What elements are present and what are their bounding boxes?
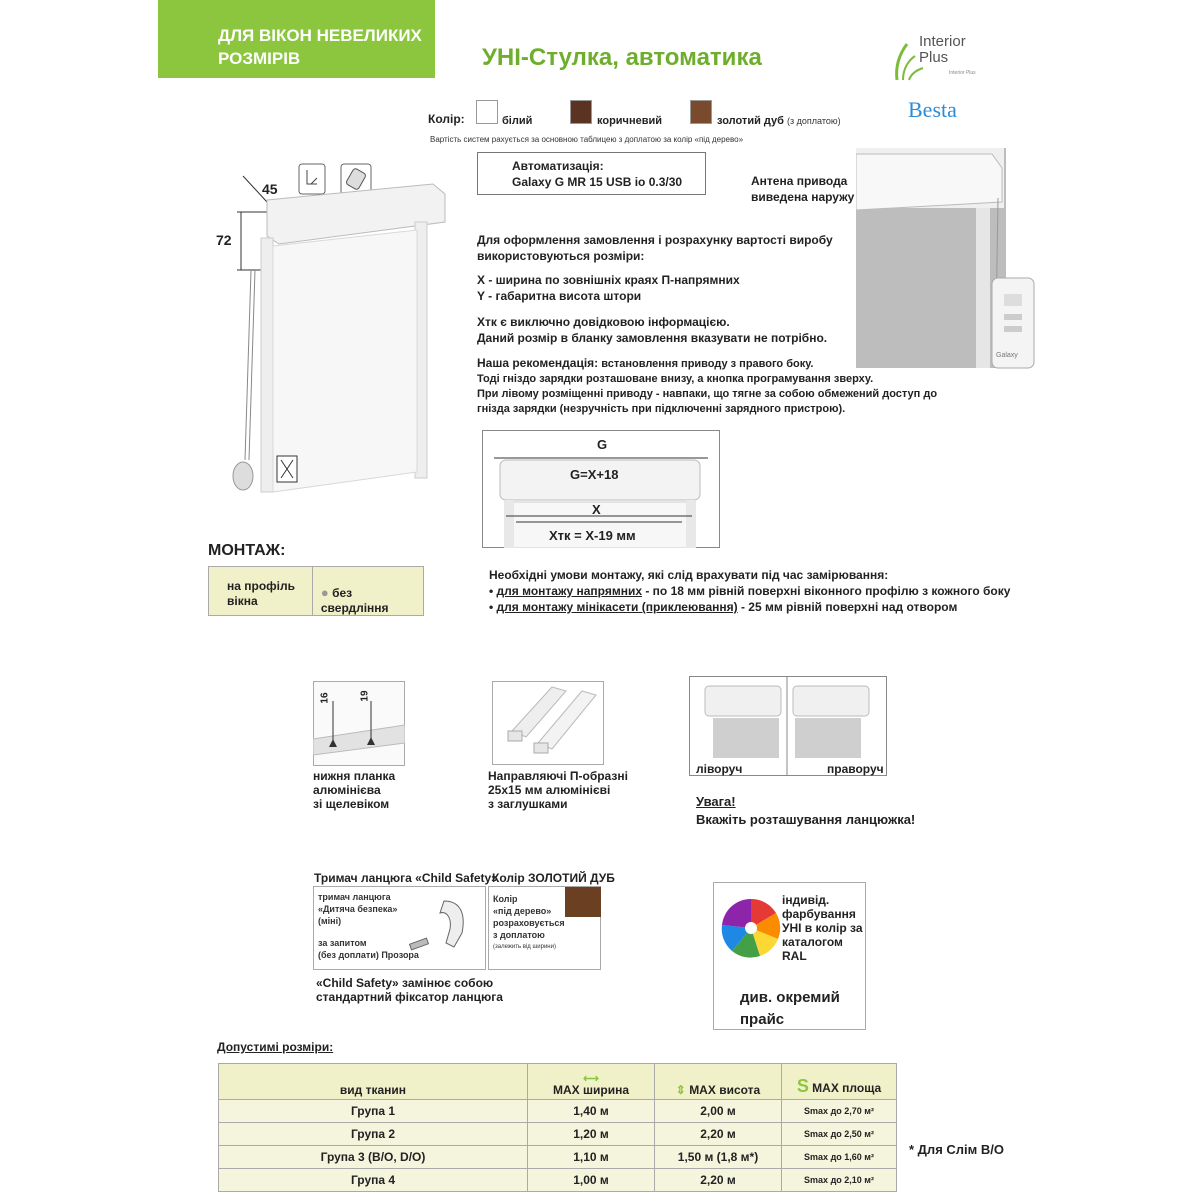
gold-oak-swatch — [565, 887, 601, 917]
color-name-white: білий — [502, 115, 533, 127]
col-fabric: вид тканин — [219, 1064, 528, 1100]
besta-logo: Besta — [908, 97, 957, 122]
gold-oak-box — [488, 886, 601, 970]
recommendation-label: Наша рекомендація: — [477, 356, 599, 370]
dim-height: 72 — [216, 232, 232, 248]
antenna-photo — [856, 148, 1036, 370]
price-note: Вартість систем рахується за основною таблицею з доплатою за колір «під дерево» — [430, 135, 744, 144]
remote-brand: Galaxy — [996, 352, 1018, 359]
header-banner — [158, 0, 435, 78]
gold-oak-desc: Колір «під дерево» розраховується з доплатою (залежить від ширини) — [493, 894, 565, 950]
dim-g: G — [597, 437, 608, 452]
guides-caption: Направляючі П-образні 25x15 мм алюмінієві з заглушками — [488, 769, 628, 811]
swatch-brown — [570, 100, 592, 124]
chain-side-illustration — [689, 676, 887, 776]
dim-16: 16 — [319, 692, 331, 704]
bullet-icon: ● — [320, 585, 329, 600]
automation-box — [477, 152, 706, 195]
warning-title: Увага! — [696, 794, 736, 809]
ral-text: індивід. фарбування УНІ в колір за каталогом RAL — [782, 893, 863, 963]
banner-line-2: РОЗМІРІВ — [218, 49, 301, 68]
child-safety-title: Тримач ланцюга «Child Safety» — [314, 871, 498, 885]
gold-oak-title: Колір ЗОЛОТИЙ ДУБ — [492, 871, 615, 885]
table-row: Група 3 (B/O, D/O) 1,10 м 1,50 м (1,8 м*) Smax до 1,60 м² — [219, 1146, 897, 1169]
mount-conditions: Необхідні умови монтажу, які слід врахувати під час замірювання: • для монтажу напрямних - по 18 мм рівній поверхні віконного профілю з кожного боку • для монтажу мінікасети (приклеювання) - 25 мм рівній поверхні над отвором — [489, 568, 1011, 614]
mount-heading: МОНТАЖ: — [208, 542, 286, 559]
chain-holder-icon — [406, 893, 482, 963]
mount-col-profile: на профіль вікна — [209, 567, 313, 615]
dim-g-formula: G=X+18 — [570, 467, 619, 482]
area-icon: S — [796, 1076, 809, 1096]
dim-x: X — [592, 502, 601, 517]
dim-x-formula: Xтк = X-19 мм — [549, 528, 636, 543]
table-row: Група 1 1,40 м 2,00 м Smax до 2,70 м² — [219, 1100, 897, 1123]
product-illustration — [215, 160, 460, 505]
swatch-gold-oak — [690, 100, 712, 124]
slim-note: * Для Слім B/O — [909, 1142, 1004, 1157]
guides-illustration — [492, 681, 604, 765]
interior-plus-logo — [893, 34, 993, 84]
automation-title: Автоматизація: — [512, 159, 604, 173]
banner-line-1: ДЛЯ ВІКОН НЕВЕЛИКИХ — [218, 26, 422, 45]
color-name-brown: коричневий — [597, 115, 662, 127]
color-label: Колір: — [428, 112, 465, 126]
page-title: УНІ-Стулка, автоматика — [482, 44, 762, 71]
ral-price-note: див. окремий прайс — [740, 989, 840, 1028]
color-name-gold-oak: золотий дуб (з доплатою) — [717, 115, 841, 127]
child-safety-desc: тримач ланцюга «Дитяча безпека» (міні) за запитом (без доплати) Прозора — [318, 892, 419, 960]
antenna-caption: Антена привода виведена наружу — [751, 174, 855, 204]
mount-table — [208, 566, 424, 616]
col-max-height: ⇕ MAX висота — [655, 1064, 782, 1100]
table-row: Група 4 1,00 м 2,20 м Smax до 2,10 м² — [219, 1169, 897, 1192]
col-max-width: ⟷ MAX ширина — [528, 1064, 655, 1100]
bottom-bar-caption: нижня планка алюмінієва зі щелевіком — [313, 769, 396, 811]
interior-plus-logo-sub: Interior Plus — [949, 70, 976, 76]
gold-oak-note: (з доплатою) — [787, 116, 841, 126]
dim-19: 19 — [359, 690, 371, 702]
sizes-heading: Допустимі розміри: — [217, 1040, 334, 1054]
col-max-area: S MAX площа — [782, 1064, 897, 1100]
link-cassette-mounting[interactable]: для монтажу мінікасети (приклеювання) — [496, 600, 738, 614]
ral-box — [713, 882, 866, 1030]
mount-col-no-drilling: ● без свердління — [320, 585, 389, 615]
color-fan-icon — [720, 897, 782, 959]
height-arrow-icon: ⇕ — [675, 1083, 686, 1097]
recommendation: Наша рекомендація: встановлення приводу з правого боку. Тоді гніздо зарядки розташоване внизу, а кнопка програмування зверху. При лівому розміщенні приводу - навпаки, що тягне за собою обмежений доступ до гнізда зарядки (незручність при підключенні зарядного пристрою). — [477, 356, 938, 415]
interior-plus-logo-text: Interior Plus — [919, 33, 966, 66]
side-left-label: ліворуч — [696, 762, 743, 776]
link-guides-mounting[interactable]: для монтажу напрямних — [496, 584, 643, 598]
child-safety-box — [313, 886, 486, 970]
table-row: Група 2 1,20 м 2,20 м Smax до 2,50 м² — [219, 1123, 897, 1146]
child-safety-footer: «Child Safety» замінює собою стандартний фіксатор ланцюга — [316, 976, 503, 1004]
sizes-table — [218, 1063, 897, 1192]
swatch-white — [476, 100, 498, 124]
width-arrow-icon: ⟷ — [583, 1073, 599, 1085]
order-info: Для оформлення замовлення і розрахунку вартості виробу використовуються розміри: X - ширина по зовнішніх краях П-напрямних Y - габаритна висота штори Хтк є виключно довідковою інформацією. Даний розмір в бланку замовлення вказувати не потрібно. — [477, 233, 833, 345]
side-right-label: праворуч — [827, 762, 884, 776]
automation-model: Galaxy G MR 15 USB io 0.3/30 — [512, 175, 683, 189]
dim-depth: 45 — [262, 181, 278, 197]
warning-text: Вкажіть розташування ланцюжка! — [696, 812, 916, 827]
